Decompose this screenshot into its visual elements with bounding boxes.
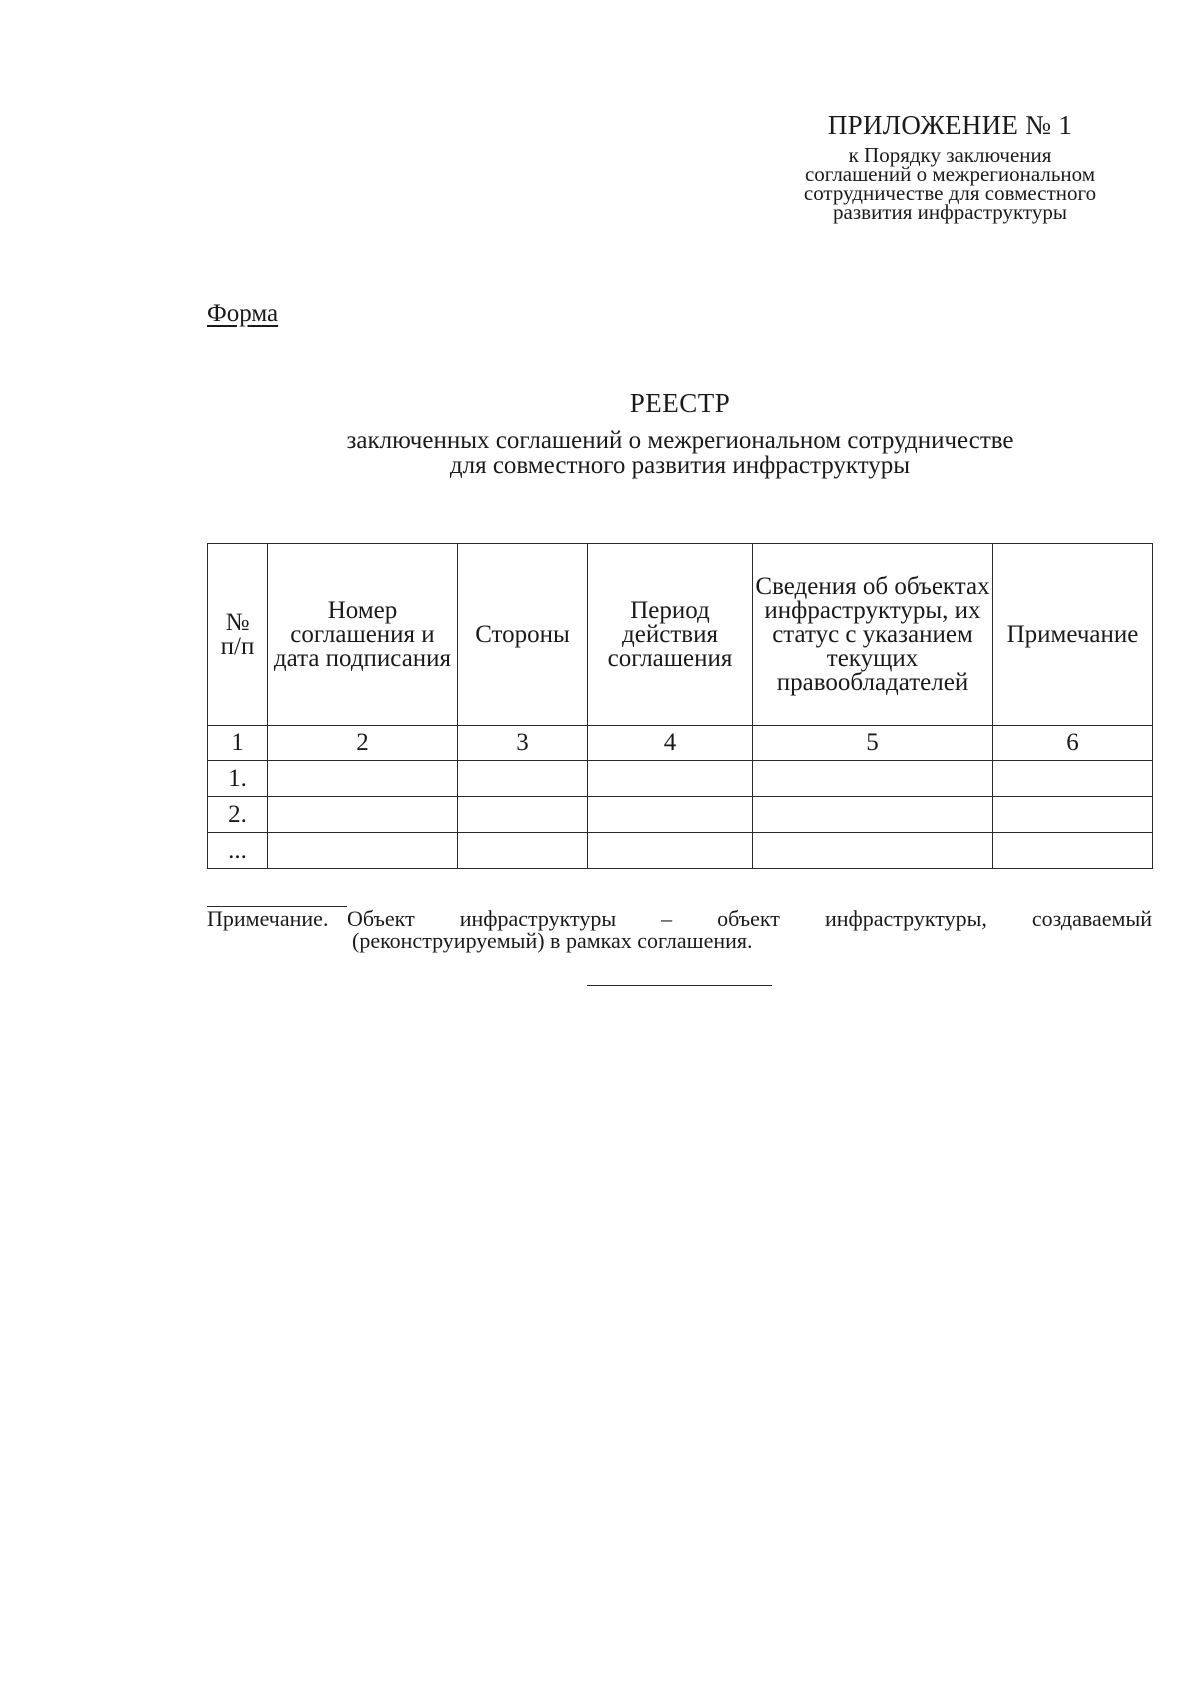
footnote-label: Примечание.	[207, 906, 329, 931]
column-number: 2	[268, 726, 458, 761]
table-cell	[993, 761, 1153, 797]
table-cell	[588, 833, 753, 869]
appendix-subtitle	[760, 143, 1140, 224]
table-cell	[458, 833, 588, 869]
registry-subtitle	[0, 428, 1200, 478]
registry-table	[207, 543, 1153, 869]
table-cell	[993, 797, 1153, 833]
header-row-number: № п/п	[208, 544, 268, 726]
footnote-word: инфраструктуры	[459, 906, 617, 931]
row-label: 1.	[208, 761, 268, 797]
column-number: 3	[458, 726, 588, 761]
table-cell	[268, 797, 458, 833]
header-validity-period: Период действия соглашения	[588, 544, 753, 726]
end-separator-line	[587, 985, 772, 986]
footnote-word: Объект	[347, 906, 415, 931]
appendix-line: сотрудничестве для совместного	[803, 181, 1097, 205]
table-row	[208, 797, 1153, 833]
header-note: Примечание	[993, 544, 1153, 726]
appendix-line: к Порядку заключения	[848, 143, 1052, 167]
footnote-word: объект	[717, 906, 780, 931]
footnote-line-1	[207, 908, 1152, 930]
table-cell	[458, 761, 588, 797]
footnote	[207, 908, 1152, 952]
table-cell	[753, 761, 993, 797]
header-parties: Стороны	[458, 544, 588, 726]
table-cell	[268, 761, 458, 797]
header-agreement-number-date: Номер соглашения и дата подписания	[268, 544, 458, 726]
table-cell	[268, 833, 458, 869]
column-number: 6	[993, 726, 1153, 761]
table-cell	[458, 797, 588, 833]
table-row	[208, 833, 1153, 869]
column-number: 4	[588, 726, 753, 761]
table-cell	[993, 833, 1153, 869]
form-label: Форма	[207, 300, 279, 327]
table-row	[208, 761, 1153, 797]
appendix-block	[760, 110, 1140, 222]
table-cell	[588, 797, 753, 833]
footnote-word: инфраструктуры,	[824, 906, 987, 931]
row-label: 2.	[208, 797, 268, 833]
footnote-word: создаваемый	[1031, 906, 1152, 931]
row-label: ...	[208, 833, 268, 869]
registry-subtitle-line: заключенных соглашений о межрегиональном сотрудничестве	[346, 427, 1014, 454]
header-infrastructure-info: Сведения об объектах инфраструктуры, их статус с указанием текущих правообладателей	[753, 544, 993, 726]
footnote-word: –	[661, 906, 673, 931]
appendix-line: соглашений о межрегиональном	[804, 162, 1096, 186]
appendix-title: ПРИЛОЖЕНИЕ № 1	[827, 110, 1073, 140]
column-number: 5	[753, 726, 993, 761]
column-number-row	[208, 726, 1153, 761]
registry-subtitle-line: для совместного развития инфраструктуры	[449, 452, 911, 479]
table-cell	[753, 833, 993, 869]
table-cell	[588, 761, 753, 797]
table-header-row	[208, 544, 1153, 726]
footnote-line-2: (реконструируемый) в рамках соглашения.	[352, 928, 753, 953]
registry-title: РЕЕСТР	[629, 388, 731, 418]
appendix-line: развития инфраструктуры	[833, 200, 1067, 224]
column-number: 1	[208, 726, 268, 761]
table-cell	[753, 797, 993, 833]
